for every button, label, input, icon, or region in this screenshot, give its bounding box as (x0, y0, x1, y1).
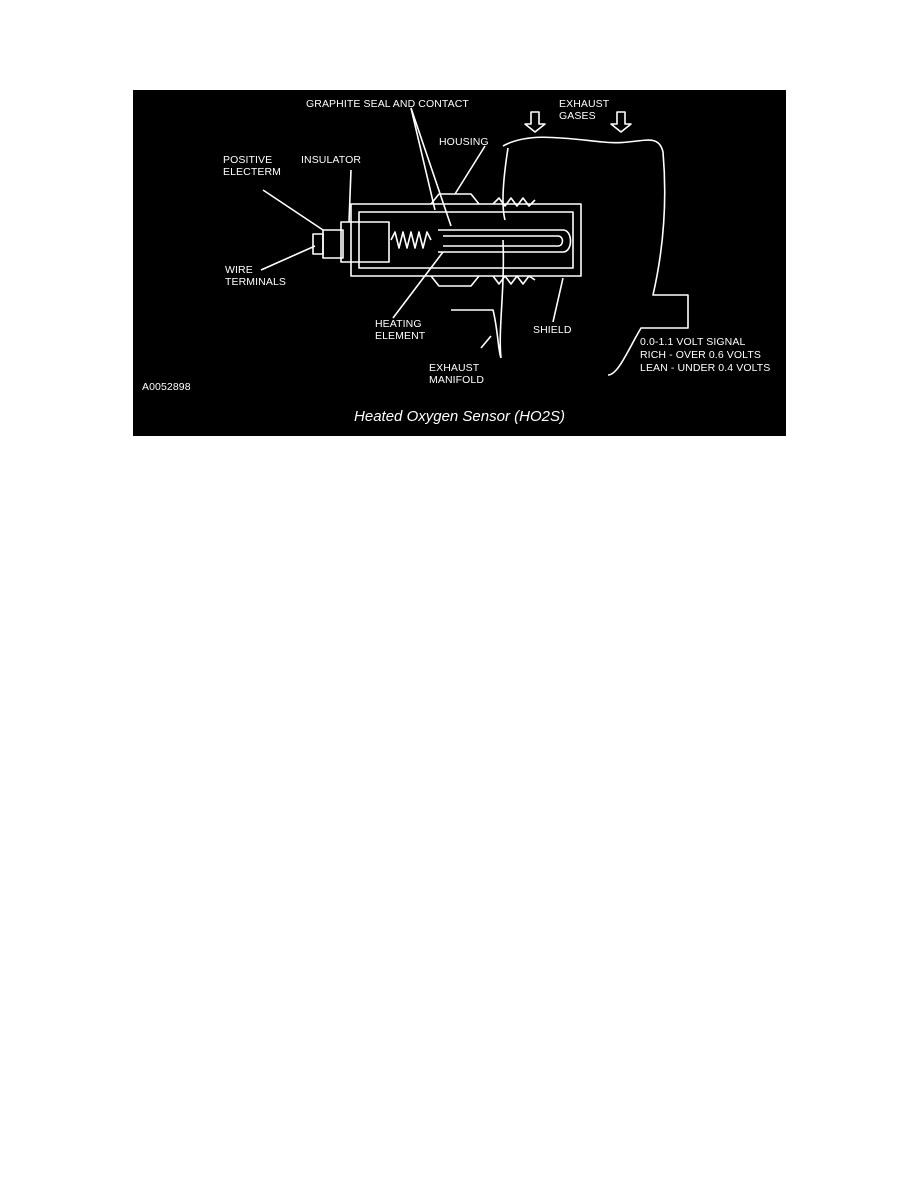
label-volt-signal: 0.0-1.1 VOLT SIGNAL (640, 336, 746, 348)
leader-graphite-1 (411, 108, 435, 210)
housing-hex-bottom (431, 276, 479, 286)
leader-positive (263, 190, 323, 230)
label-exhaust-gases: EXHAUST GASES (559, 98, 610, 122)
exhaust-wall-inner (503, 148, 508, 220)
label-rich: RICH - OVER 0.6 VOLTS (640, 349, 761, 361)
label-lean: LEAN - UNDER 0.4 VOLTS (640, 362, 771, 374)
gas-arrow-2 (611, 112, 631, 132)
leader-manifold (481, 336, 491, 348)
exhaust-manifold-outline (451, 240, 503, 358)
label-insulator: INSULATOR (301, 154, 362, 166)
label-wire-terminals: WIRE TERMINALS (225, 264, 286, 288)
terminal-pins (313, 234, 323, 254)
leader-shield (553, 278, 563, 322)
connector-block (323, 230, 343, 258)
leader-graphite-2 (411, 108, 451, 226)
threads-bottom (493, 276, 535, 284)
housing-hex-top (431, 194, 479, 204)
label-shield: SHIELD (533, 324, 572, 336)
label-exhaust-manifold: EXHAUST MANIFOLD (429, 362, 485, 386)
label-housing: HOUSING (439, 136, 489, 148)
leader-housing (455, 146, 485, 194)
insulator-block (341, 222, 389, 262)
figure-caption: Heated Oxygen Sensor (HO2S) (354, 408, 565, 425)
label-graphite-seal: GRAPHITE SEAL AND CONTACT (306, 98, 469, 110)
contact-spring (391, 232, 431, 248)
sensing-element (438, 230, 571, 252)
label-positive-electerm: POSITIVE ELECTERM (223, 154, 281, 178)
sensor-diagram (133, 90, 786, 436)
label-heating-element: HEATING ELEMENT (375, 318, 426, 342)
leader-heating (393, 252, 443, 318)
gas-arrow-1 (525, 112, 545, 132)
shield-body (351, 204, 581, 276)
figure-id: A0052898 (142, 381, 191, 393)
